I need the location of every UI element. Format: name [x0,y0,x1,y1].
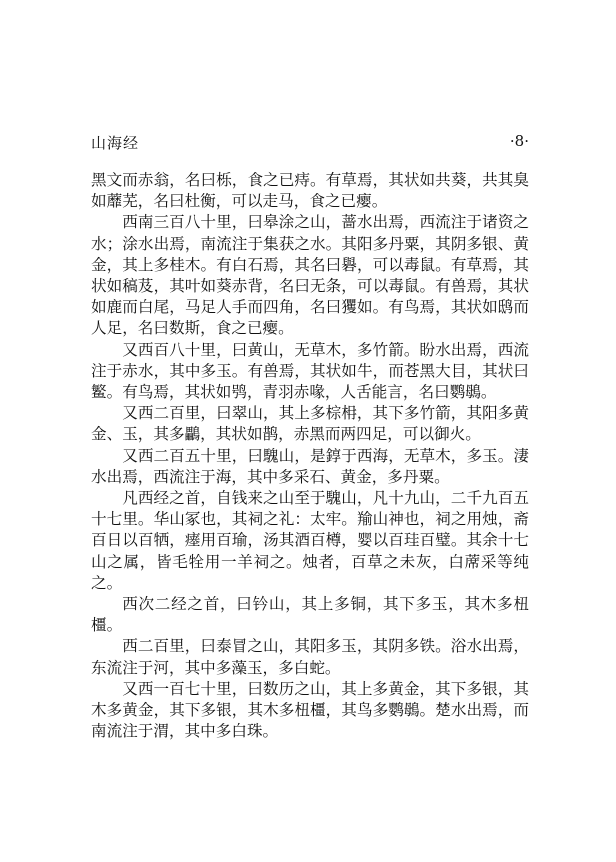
paragraph-8: 西二百里，曰泰冒之山，其阳多玉，其阴多铁。浴水出焉，东流注于河，其中多藻玉，多白蛇。 [91,637,529,677]
paragraph-2: 西南三百八十里，曰皋涂之山，蔷水出焉，西流注于诸资之水；涂水出焉，南流注于集获之水。其阳多丹粟，其阴多银、黄金，其上多桂木。有白石焉，其名曰礜，可以毒鼠。有草焉，其状如稿芨，其叶如葵赤背，名曰无条，可以毒鼠。有兽焉，其状如鹿而白尾，马足人手而四角，名曰玃如。有鸟焉，其状如鸱而人足，名曰数斯，食之已瘿。 [91,213,529,338]
paragraph-5: 又西二百五十里，曰騩山，是錞于西海，无草木，多玉。淒水出焉，西流注于海，其中多采石、黄金，多丹粟。 [91,446,529,486]
paragraph-7: 西次二经之首，曰钤山，其上多铜，其下多玉，其木多杻橿。 [91,595,529,635]
paragraph-9: 又西一百七十里，曰数历之山，其上多黄金，其下多银，其木多黄金，其下多银，其木多杻橿，其鸟多鹦䳇。楚水出焉，而南流注于渭，其中多白珠。 [91,679,529,741]
book-title: 山海经 [91,134,140,152]
page-number: ·8· [509,132,529,150]
paragraph-3: 又西百八十里，曰黄山，无草木，多竹箭。盼水出焉，西流注于赤水，其中多玉。有兽焉，其状如牛，而苍黑大目，其状曰鳘。有鸟焉，其状如鸮，青羽赤喙，人舌能言，名曰鹦䳇。 [91,340,529,402]
body-text [91,170,529,742]
page-header [91,132,529,154]
paragraph-4: 又西二百里，曰翠山，其上多棕枏，其下多竹箭，其阳多黄金、玉，其多鸓，其状如鹊，赤黑而两四足，可以御火。 [91,404,529,444]
paragraph-1: 黑文而赤翁，名曰栎，食之已痔。有草焉，其状如共葵，共其臭如蘼芜，名曰杜衡，可以走马，食之已瘿。 [91,171,529,211]
paragraph-6: 凡西经之首，自钱来之山至于騩山，凡十九山，二千九百五十七里。华山冢也，其祠之礼：太牢。羭山神也，祠之用烛，斋百日以百牺，瘗用百瑜，汤其酒百樽，婴以百珪百璧。其余十七山之属，皆毛牷用一羊祠之。烛者，百草之未灰，白蓆采等纯之。 [91,489,529,592]
